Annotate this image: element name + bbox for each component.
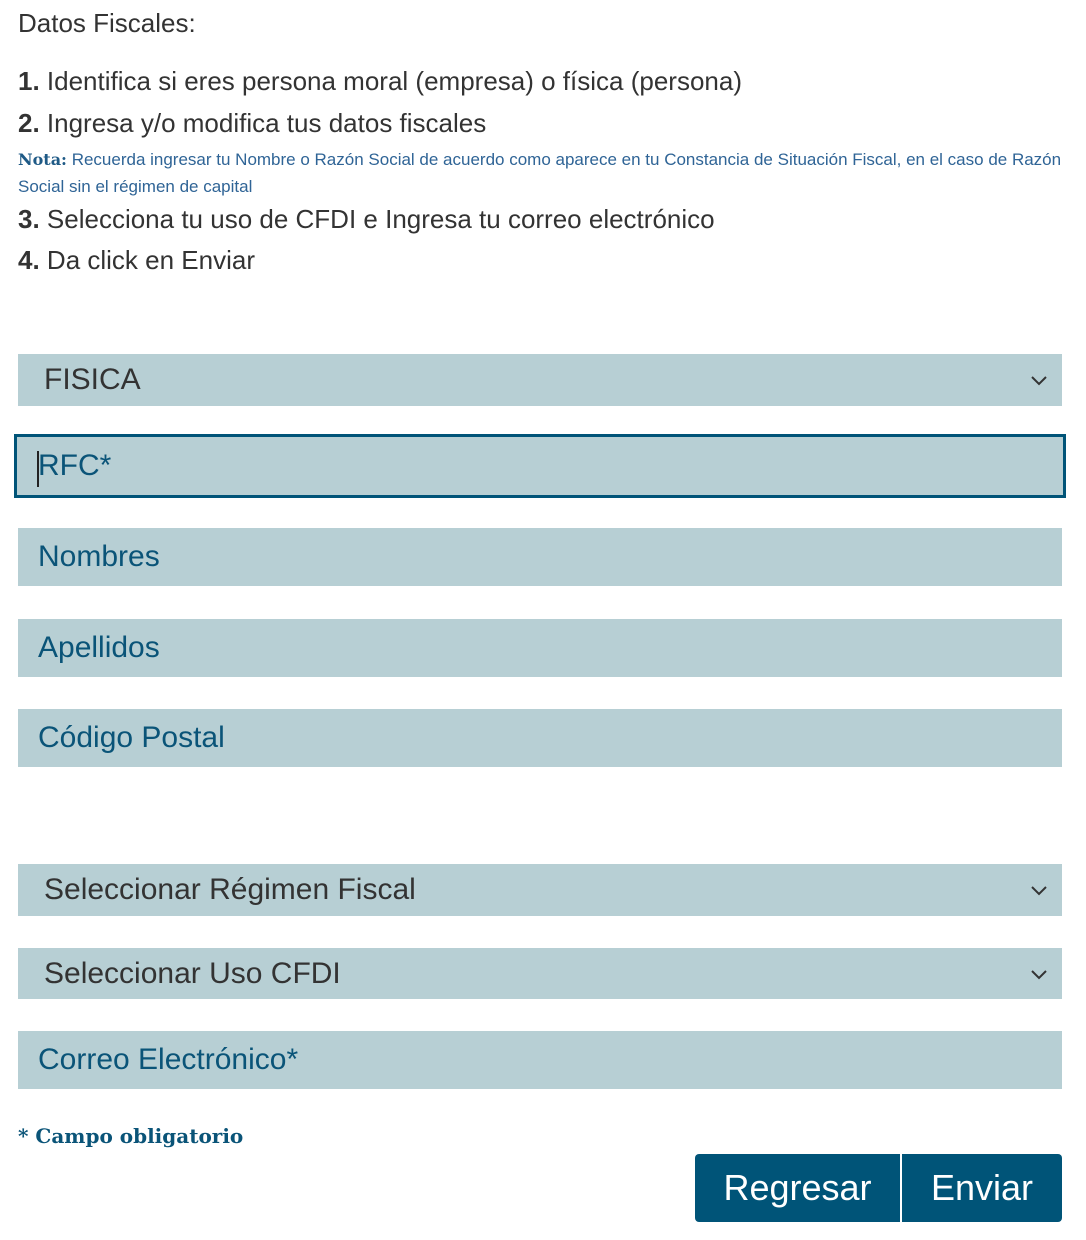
correo-input[interactable] xyxy=(18,1031,1062,1089)
apellidos-input[interactable] xyxy=(18,619,1062,677)
send-button[interactable]: Enviar xyxy=(902,1154,1062,1222)
chevron-down-icon xyxy=(1030,374,1048,386)
person-type-select[interactable] xyxy=(18,354,1062,406)
regimen-fiscal-value: Seleccionar Régimen Fiscal xyxy=(44,873,416,906)
correo-placeholder: Correo Electrónico* xyxy=(38,1043,299,1076)
back-button[interactable]: Regresar xyxy=(695,1154,900,1222)
step-number: 1. xyxy=(18,66,40,96)
note-text: Recuerda ingresar tu Nombre o Razón Social de acuerdo como aparece en tu Constancia de Situación Fiscal, en el caso de Razón Social sin el régimen de capital xyxy=(18,150,1062,196)
step-1 xyxy=(18,66,742,97)
codigo-postal-placeholder: Código Postal xyxy=(38,721,225,754)
nombres-placeholder: Nombres xyxy=(38,540,160,573)
uso-cfdi-value: Seleccionar Uso CFDI xyxy=(44,956,341,990)
step-number: 2. xyxy=(18,108,40,138)
note xyxy=(18,146,1068,200)
uso-cfdi-select[interactable] xyxy=(18,948,1062,999)
rfc-placeholder: RFC* xyxy=(38,449,112,482)
page-title: Datos Fiscales: xyxy=(18,8,196,38)
person-type-value: FISICA xyxy=(44,363,141,396)
nombres-input[interactable] xyxy=(18,528,1062,586)
step-text: Ingresa y/o modifica tus datos fiscales xyxy=(39,108,487,138)
note-label: Nota: xyxy=(18,150,67,169)
codigo-postal-input[interactable] xyxy=(18,709,1062,767)
step-number: 4. xyxy=(18,245,40,275)
step-text: Identifica si eres persona moral (empresa) o física (persona) xyxy=(39,66,742,96)
step-2 xyxy=(18,108,486,139)
step-4 xyxy=(18,245,255,276)
step-number: 3. xyxy=(18,204,40,234)
chevron-down-icon xyxy=(1030,968,1048,980)
step-text: Selecciona tu uso de CFDI e Ingresa tu correo electrónico xyxy=(39,204,715,234)
step-text: Da click en Enviar xyxy=(39,245,255,275)
rfc-input[interactable] xyxy=(14,434,1066,498)
required-field-note: * Campo obligatorio xyxy=(18,1124,244,1148)
apellidos-placeholder: Apellidos xyxy=(38,631,160,664)
step-3 xyxy=(18,204,715,235)
regimen-fiscal-select[interactable] xyxy=(18,864,1062,916)
chevron-down-icon xyxy=(1030,884,1048,896)
